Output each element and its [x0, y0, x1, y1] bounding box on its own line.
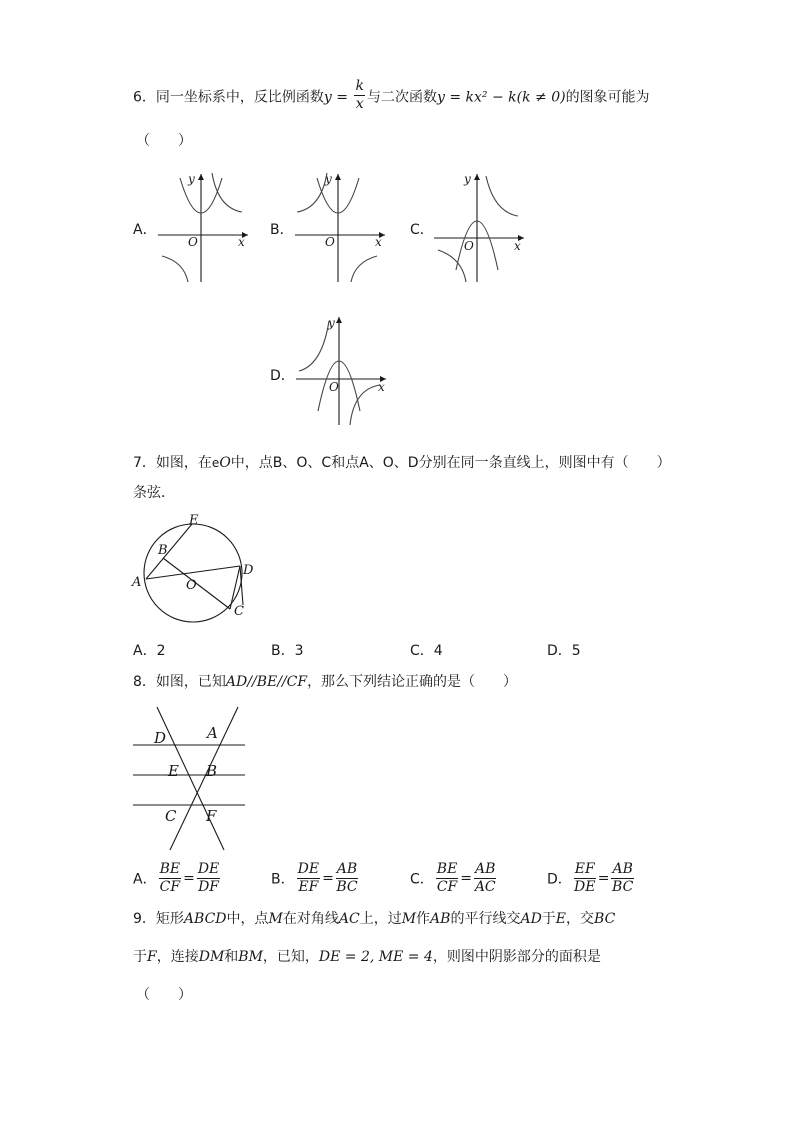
q7-choice-b[interactable]: B．3	[271, 643, 304, 659]
x-axis-label: x	[514, 239, 521, 253]
q8-choice-a[interactable]: A． $\frac{BE}{CF}$ = $\frac{DE}{DF}$	[133, 861, 220, 895]
q7-stem-line1: 7．如图，在eO中，点B、O、C和点A、O、D分别在同一条直线上，则图中有（ ）	[133, 455, 671, 471]
q6-option-b-label: B．	[270, 222, 294, 238]
q8-choice-c[interactable]: C． $\frac{BE}{CF}$ = $\frac{AB}{AC}$	[410, 861, 496, 895]
origin-label: O	[188, 235, 198, 249]
q6-option-d-graph	[296, 313, 396, 428]
q7-choice-a[interactable]: A．2	[133, 643, 166, 659]
chord-dc	[230, 566, 240, 609]
q6-text-c: 的图象可能为	[565, 89, 650, 106]
q6-option-a-label: A．	[133, 222, 157, 238]
point-c-label: C	[165, 807, 177, 825]
origin-label: O	[464, 239, 474, 253]
q7-circle-figure	[130, 508, 260, 633]
q6-func2: y = kx² − k(k ≠ 0)	[436, 89, 566, 106]
x-axis-label: x	[378, 380, 385, 394]
q6-func1-fraction: $\frac{k}{x}$	[355, 78, 364, 112]
hyperbola-branch-left	[438, 250, 466, 282]
point-d-label: D	[154, 729, 167, 747]
q6-text-b: 与二次函数	[366, 89, 437, 106]
point-o-label: O	[186, 578, 197, 593]
q6-func1-lhs: y	[323, 89, 332, 106]
y-arrow-icon	[474, 174, 480, 180]
y-axis-label: y	[325, 172, 332, 186]
q6-option-c-graph	[434, 170, 534, 285]
q9-stem-line2: 于F，连接DM和BM，已知，DE = 2, ME = 4，则图中阴影部分的面积是	[133, 949, 601, 965]
q6-number: 6．	[133, 89, 156, 106]
q6-option-c-label: C．	[410, 222, 434, 238]
x-axis-label: x	[375, 235, 382, 249]
y-arrow-icon	[335, 174, 341, 180]
hyperbola-branch-left	[162, 256, 188, 282]
q6-stem: 6．同一坐标系中，反比例函数y = $\frac{k}{x}$ 与二次函数y = kx² − k(k ≠ 0)的图象可能为	[133, 78, 650, 112]
point-c-label: C	[234, 604, 244, 619]
chord-ae	[146, 524, 192, 579]
origin-label: O	[329, 380, 339, 394]
circle-symbol: e	[211, 456, 220, 470]
point-f-label: F	[206, 807, 217, 825]
point-d-label: D	[243, 563, 254, 578]
point-e-label: E	[189, 513, 199, 528]
y-axis-label: y	[328, 316, 335, 330]
point-b-label: B	[158, 543, 168, 558]
point-a-label: A	[132, 575, 142, 590]
q7-choice-c[interactable]: C．4	[410, 643, 443, 659]
q6-option-b-graph	[295, 170, 395, 285]
hyperbola-branch-right	[486, 176, 518, 216]
q8-stem: 8．如图，已知AD//BE//CF，那么下列结论正确的是（ ）	[133, 674, 518, 690]
point-b-label: B	[206, 762, 218, 780]
q8-choice-b[interactable]: B． $\frac{DE}{EF}$ = $\frac{AB}{BC}$	[271, 861, 358, 895]
point-a-label: A	[207, 724, 218, 742]
point-e-label: E	[168, 762, 179, 780]
y-arrow-icon	[336, 317, 342, 323]
hyperbola-branch-left	[299, 321, 329, 371]
hyperbola-branch-right	[350, 385, 380, 425]
y-axis-label: y	[464, 172, 471, 186]
y-axis-label: y	[188, 172, 195, 186]
q6-option-a-graph	[158, 170, 258, 285]
q7-stem-line2: 条弦．	[133, 485, 175, 501]
q9-answer-paren: （ ）	[136, 987, 192, 1003]
x-axis-label: x	[238, 235, 245, 249]
y-arrow-icon	[198, 174, 204, 180]
hyperbola-branch-right	[351, 256, 377, 282]
q8-choice-d[interactable]: D． $\frac{EF}{DE}$ = $\frac{AB}{BC}$	[547, 861, 634, 895]
q6-option-d-label: D．	[270, 368, 295, 384]
q8-condition: AD//BE//CF	[225, 674, 308, 690]
q6-text-a: 同一坐标系中，反比例函数	[155, 89, 324, 106]
q8-parallel-lines-figure	[130, 705, 250, 855]
transversal-abc	[170, 707, 238, 850]
q6-answer-paren: （ ）	[136, 133, 192, 149]
q7-choice-d[interactable]: D．5	[547, 643, 581, 659]
q9-stem-line1: 9．矩形ABCD中，点M在对角线AC上，过M作AB的平行线交AD于E，交BC	[133, 911, 616, 927]
q9-condition: DE = 2, ME = 4	[318, 949, 433, 965]
origin-label: O	[325, 235, 335, 249]
